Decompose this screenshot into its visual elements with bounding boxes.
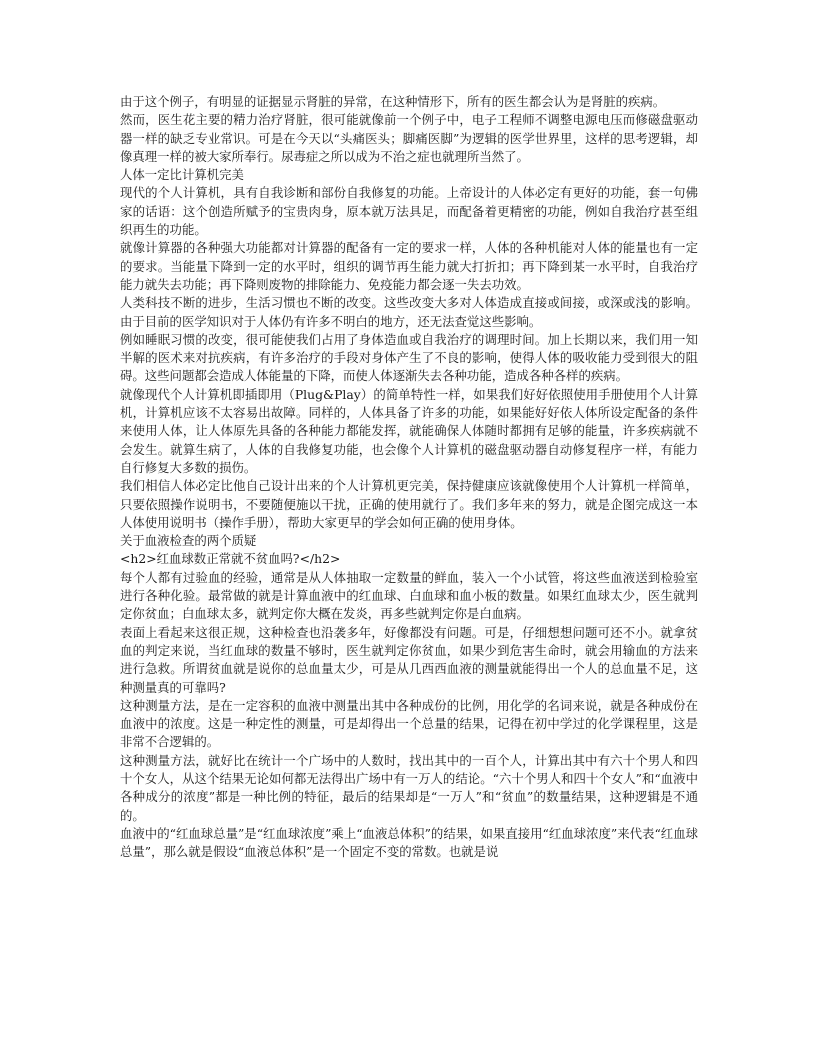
paragraph: 现代的个人计算机，具有自我诊断和部份自我修复的功能。上帝设计的人体必定有更好的功能，套一句佛家的话语：这个创造所赋予的宝贵肉身，原本就万法具足，而配备着更精密的功能，例如自我治疗甚至组织再生的功能。 bbox=[120, 185, 698, 238]
paragraph: 每个人都有过验血的经验，通常是从人体抽取一定数量的鲜血，装入一个小试管，将这些血液送到检验室进行各种化验。最常做的就是计算血液中的红血球、白血球和血小板的数量。如果红血球太少，医生就判定你贫血；白血球太多，就判定你大概在发炎，再多些就判定你是白血病。 bbox=[120, 569, 698, 622]
paragraph: 然而，医生花主要的精力治疗肾脏，很可能就像前一个例子中，电子工程师不调整电源电压而修磁盘驱动器一样的缺乏专业常识。可是在今天以“头痛医头；脚痛医脚”为逻辑的医学世界里，这样的思考逻辑，却像真理一样的被大家所奉行。尿毒症之所以成为不治之症也就理所当然了。 bbox=[120, 112, 698, 164]
section-heading: 人体一定比计算机完美 bbox=[120, 167, 244, 183]
paragraph: 这种测量方法，是在一定容积的血液中测量出其中各种成份的比例，用化学的名词来说，就是各种成份在血液中的浓度。这是一种定性的测量，可是却得出一个总量的结果，记得在初中学过的化学课程里，这是非常不合逻辑的。 bbox=[120, 697, 698, 750]
paragraph: 就像计算器的各种强大功能都对计算器的配备有一定的要求一样，人体的各种机能对人体的能量也有一定的要求。当能量下降到一定的水平时，组织的调节再生能力就大打折扣；再下降到某一水平时，自我治疗能力就失去功能；再下降则废物的排除能力、免疫能力都会逐一失去功效。 bbox=[120, 240, 698, 292]
paragraph: 血液中的“红血球总量”是“红血球浓度”乘上“血液总体积”的结果，如果直接用“红血球浓度”来代表“红血球总量”，那么就是假设“血液总体积”是一个固定不变的常数。也就是说 bbox=[120, 825, 698, 860]
paragraph: 人类科技不断的进步，生活习惯也不断的改变。这些改变大多对人体造成直接或间接，或深或浅的影响。由于目前的医学知识对于人体仍有许多不明白的地方，还无法查觉这些影响。 bbox=[120, 295, 698, 329]
paragraph: 这种测量方法，就好比在统计一个广场中的人数时，找出其中的一百个人，计算出其中有六十个男人和四十个女人，从这个结果无论如何都无法得出广场中有一万人的结论。“六十个男人和四十个女人”和“血液中各种成分的浓度”都是一种比例的特征，最后的结果却是“一万人”和“贫血”的数量结果，这种逻辑是不通的。 bbox=[120, 752, 698, 823]
paragraph: 由于这个例子，有明显的证据显示肾脏的异常，在这种情形下，所有的医生都会认为是肾脏的疾病。 bbox=[120, 94, 666, 109]
section-heading: 关于血液检查的两个质疑 bbox=[120, 533, 257, 549]
paragraph: 我们相信人体必定比他自己设计出来的个人计算机更完美，保持健康应该就像使用个人计算机一样简单，只要依照操作说明书，不要随便施以干扰，正确的使用就行了。我们多年来的努力，就是企图完成这一本人体使用说明书（操作手册），帮助大家更早的学会如何正确的使用身体。 bbox=[120, 478, 698, 530]
subsection-heading: <h2>红血球数正常就不贫血吗?</h2> bbox=[120, 551, 341, 567]
paragraph: 例如睡眠习惯的改变，很可能使我们占用了身体造血或自我治疗的调理时间。加上长期以来，我们用一知半解的医术来对抗疾病，有许多治疗的手段对身体产生了不良的影响，使得人体的吸收能力受到很大的阻碍。这些问题都会造成人体能量的下降，而使人体逐渐失去各种功能，造成各种各样的疾病。 bbox=[120, 331, 698, 384]
document-page bbox=[120, 93, 698, 861]
paragraph: 就像现代个人计算机即插即用（Plug&Play）的简单特性一样，如果我们好好依照使用手册使用个人计算机，计算机应该不太容易出故障。同样的，人体具备了许多的功能，如果能好好依人体所设定配备的条件来使用人体，让人体原先具备的各种能力都能发挥，就能确保人体随时都拥有足够的能量，许多疾病就不会发生。就算生病了，人体的自我修复功能，也会像个人计算机的磁盘驱动器自动修复程序一样，有能力自行修复大多数的损伤。 bbox=[120, 386, 698, 475]
paragraph: 表面上看起来这很正规，这种检查也沿袭多年，好像都没有问题。可是，仔细想想问题可还不小。就拿贫血的判定来说，当红血球的数量不够时，医生就判定你贫血，如果少到危害生命时，就会用输血的方法来进行急救。所谓贫血就是说你的总血量太少，可是从几西西血液的测量就能得出一个人的总血量不足，这种测量真的可靠吗? bbox=[120, 624, 698, 695]
